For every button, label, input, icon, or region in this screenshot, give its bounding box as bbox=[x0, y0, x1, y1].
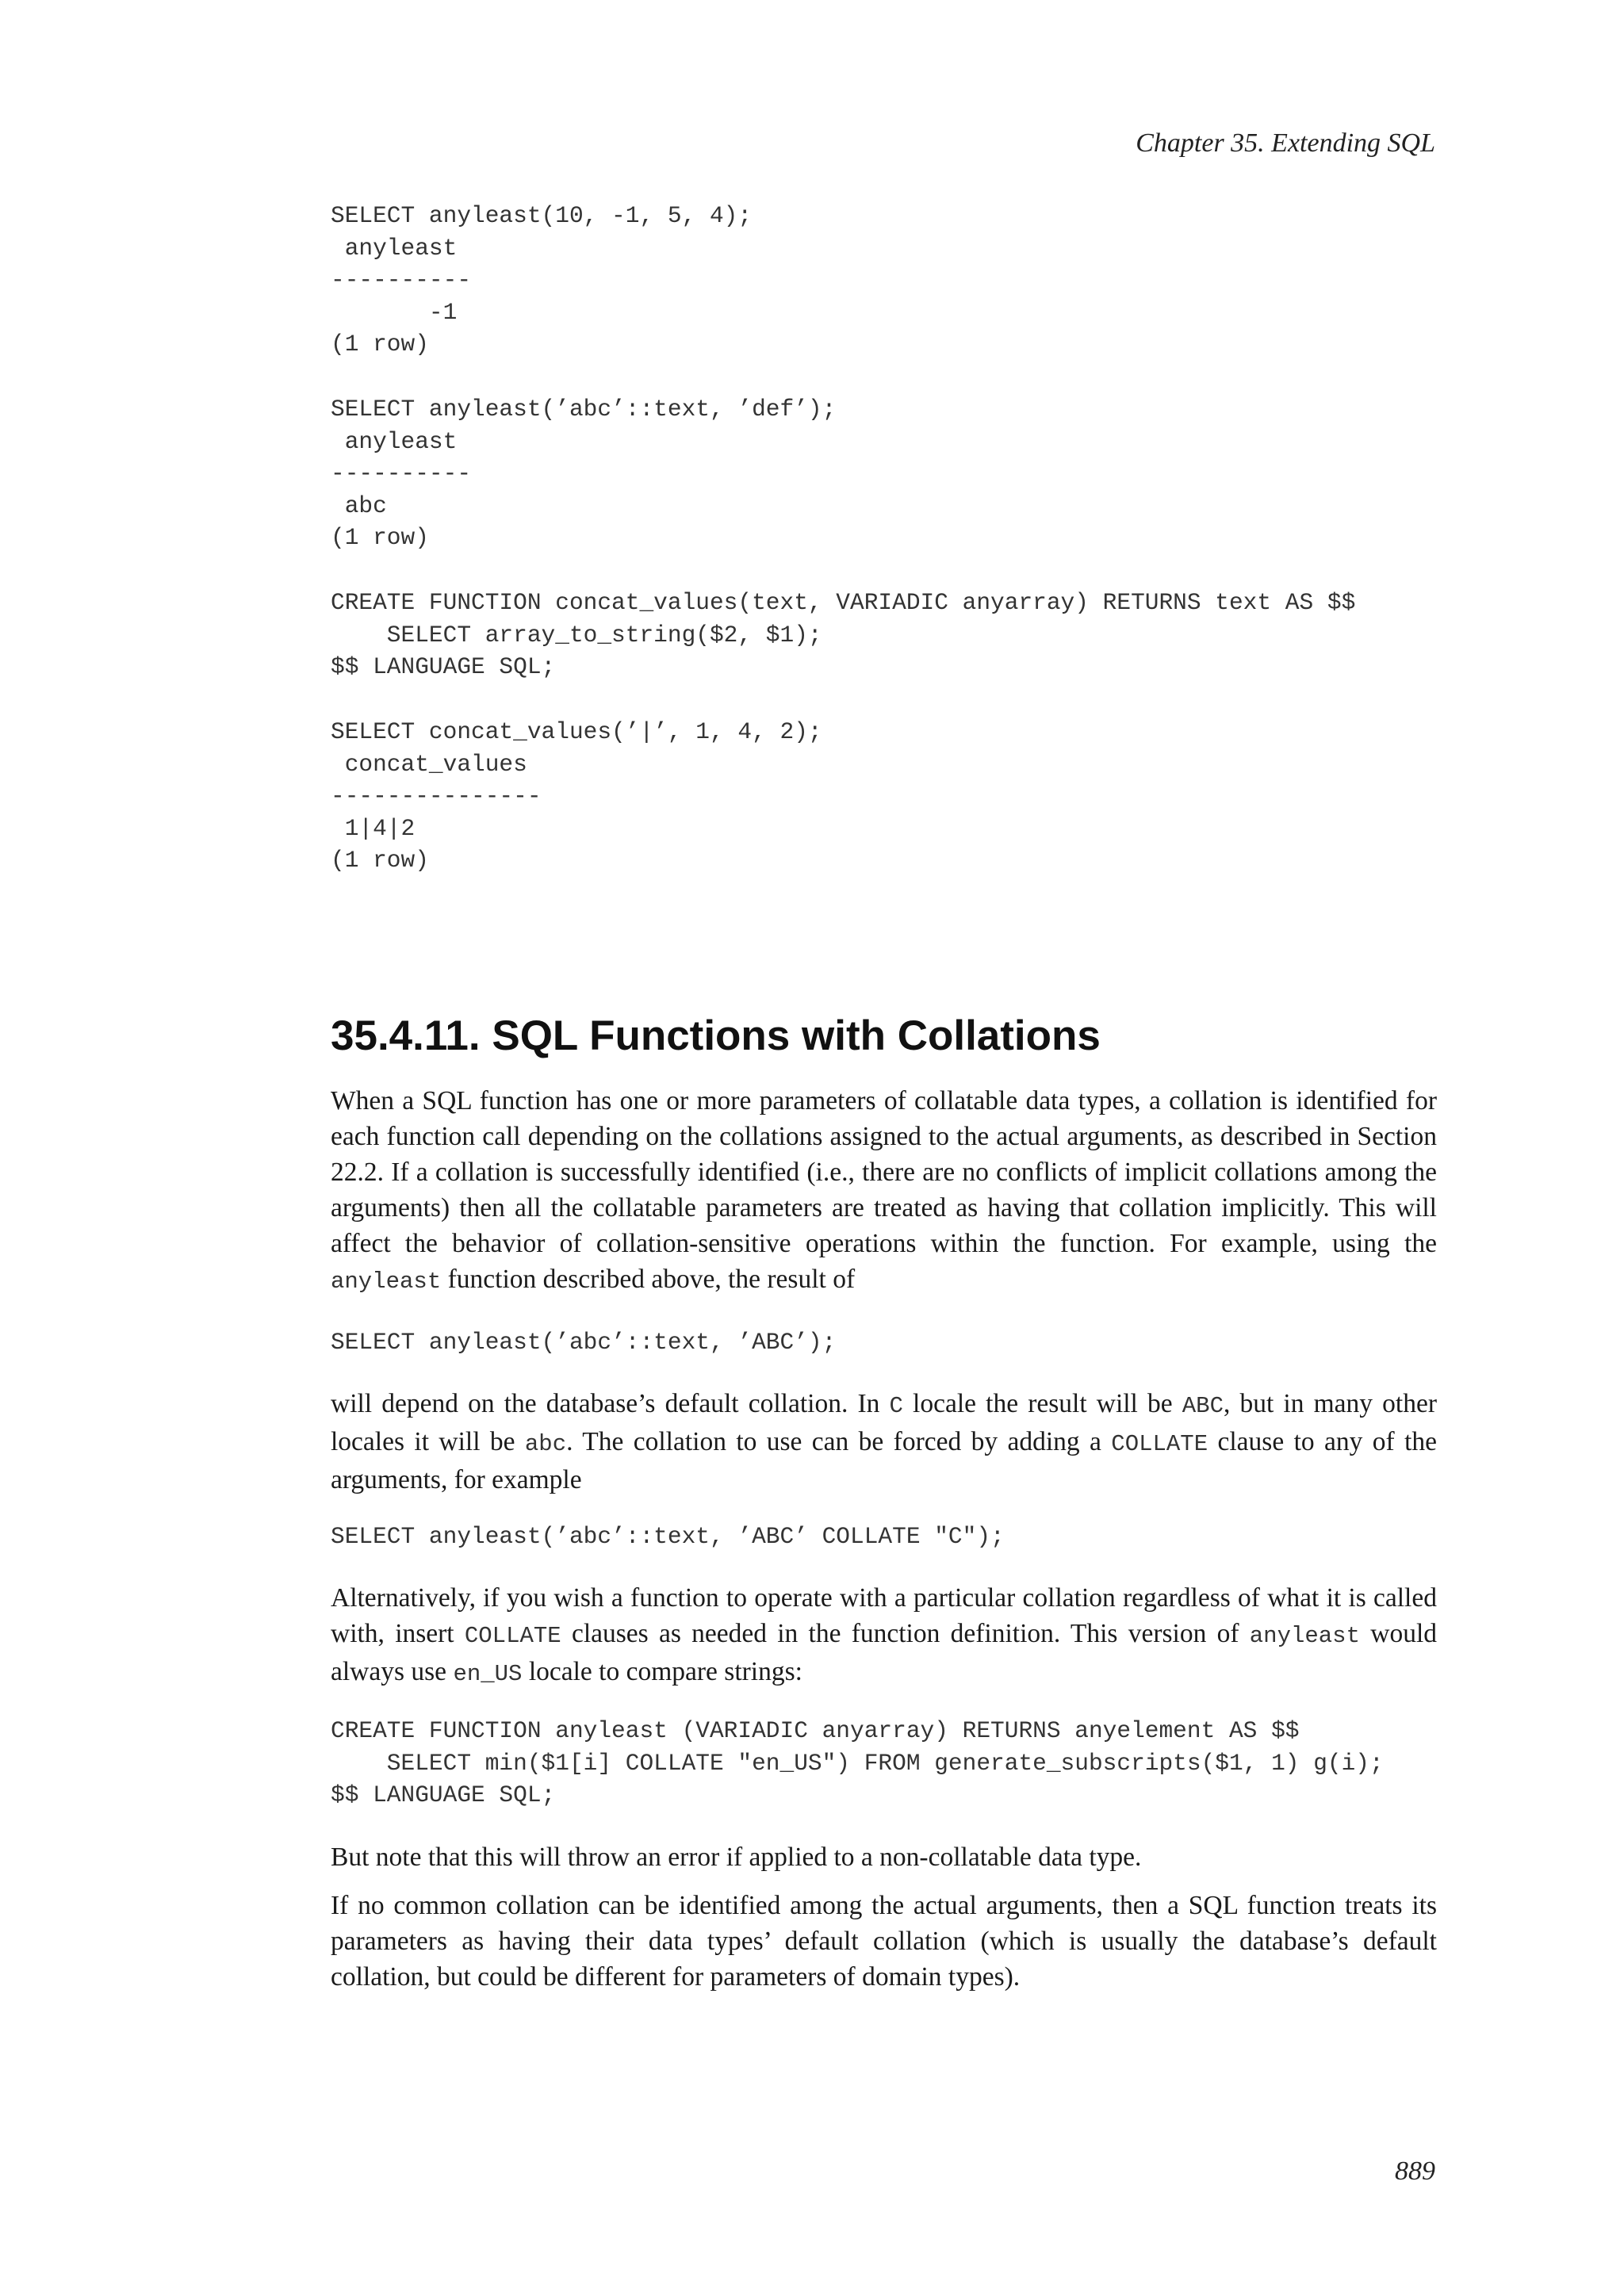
paragraph-alternative: Alternatively, if you wish a function to operate with a particular collation regardless of what it is called with, insert COLLATE clauses as needed in the function definition. This version of anyleast would always use en_US locale to compare strings: bbox=[331, 1583, 1438, 1687]
inline-code-anyleast-2: anyleast bbox=[1249, 1623, 1360, 1649]
code-example-anyleast-abc: SELECT anyleast(’abc’::text, ’ABC’); bbox=[331, 1329, 837, 1356]
inline-code-collate: COLLATE bbox=[1111, 1431, 1208, 1457]
code-example-anyleast-int: SELECT anyleast(10, -1, 5, 4); anyleast ---------- -1 (1 row) bbox=[331, 202, 753, 358]
inline-code-collate-2: COLLATE bbox=[464, 1623, 561, 1649]
code-example-anyleast-en-us: CREATE FUNCTION anyleast (VARIADIC anyarray) RETURNS anyelement AS $$ SELECT min($1[i] COLLATE "en_US") FROM generate_subscripts($1, 1) g(i); $$ LANGUAGE SQL; bbox=[331, 1717, 1384, 1809]
running-header: Chapter 35. Extending SQL bbox=[1136, 128, 1435, 158]
code-example-anyleast-text: SELECT anyleast(’abc’::text, ’def’); anyleast ---------- abc (1 row) bbox=[331, 396, 837, 552]
inline-code-en-us: en_US bbox=[453, 1661, 523, 1687]
inline-code-abc-upper: ABC bbox=[1182, 1393, 1224, 1419]
paragraph-collations-intro: When a SQL function has one or more parameters of collatable data types, a collation is identified for each function call depending on the collations assigned to the actual arguments, as described in Section 22.2. If a collation is successfully identified (i.e., there are no conflicts of implicit collations among the arguments) then all the collatable parameters are treated as having that collation implicitly. This will affect the behavior of collation-sensitive operations within the function. For example, using the anyleast function described above, the result of bbox=[331, 1086, 1437, 1295]
inline-code-c: C bbox=[889, 1393, 903, 1419]
code-example-collate-c: SELECT anyleast(’abc’::text, ’ABC’ COLLATE "C"); bbox=[331, 1523, 1005, 1550]
code-example-concat-values-call: SELECT concat_values(’|’, 1, 4, 2); concat_values --------------- 1|4|2 (1 row) bbox=[331, 718, 822, 874]
paragraph-error-note: But note that this will throw an error if applied to a non-collatable data type. bbox=[331, 1843, 1142, 1872]
page-number: 889 bbox=[1395, 2156, 1435, 2186]
section-heading: 35.4.11. SQL Functions with Collations bbox=[331, 1012, 1101, 1059]
paragraph-no-common-collation: If no common collation can be identified among the actual arguments, then a SQL function treats its parameters as having their data types’ default collation (which is usually the database’s default collation, but could be different for parameters of domain types). bbox=[331, 1891, 1437, 1992]
inline-code-anyleast: anyleast bbox=[331, 1269, 442, 1295]
paragraph-default-collation: will depend on the database’s default collation. In C locale the result will be ABC, but in many other locales it will be abc. The collation to use can be forced by adding a COLLATE clause to any of the arguments, for example bbox=[331, 1389, 1438, 1494]
code-example-concat-values-def: CREATE FUNCTION concat_values(text, VARIADIC anyarray) RETURNS text AS $$ SELECT array_to_string($2, $1); $$ LANGUAGE SQL; bbox=[331, 589, 1356, 681]
inline-code-abc-lower: abc bbox=[524, 1431, 567, 1457]
